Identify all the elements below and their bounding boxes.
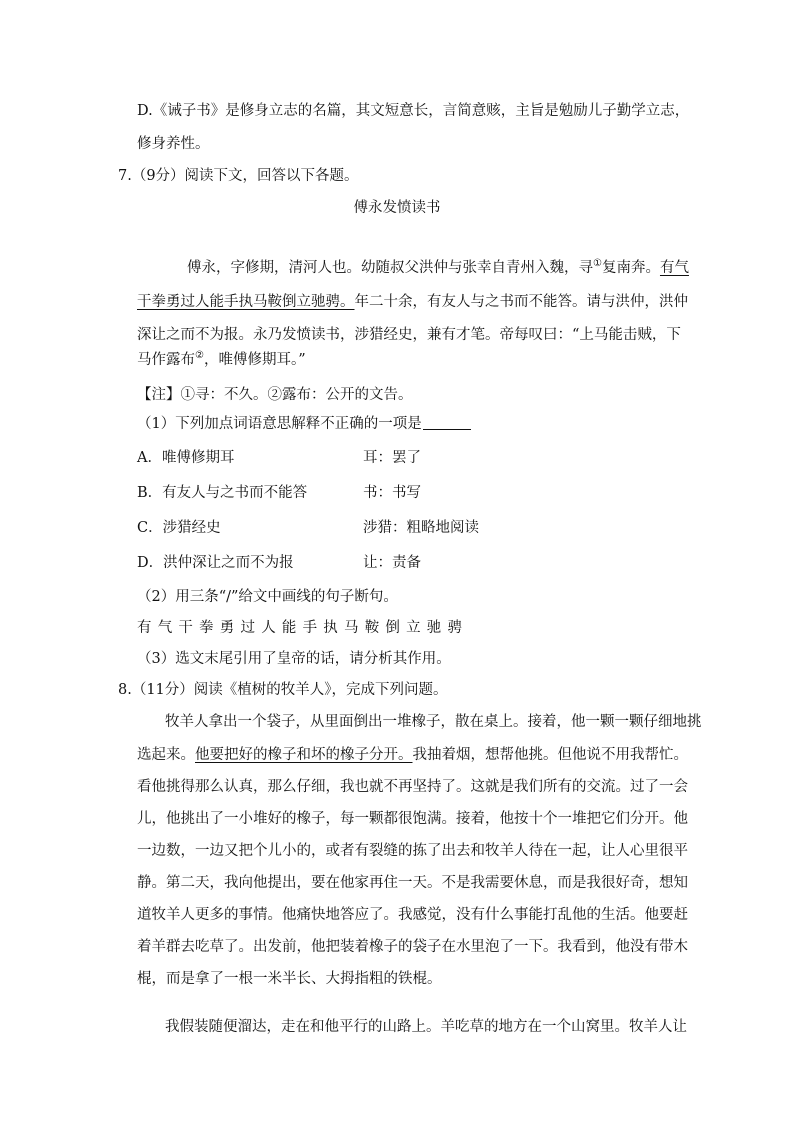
note-2-mark: ② bbox=[195, 350, 204, 361]
q8-underlined-sentence: 他要把好的橡子和坏的橡子分开。 bbox=[195, 747, 413, 763]
q7-sub1: （1）下列加点词语意思解释不正确的一项是 bbox=[137, 414, 471, 434]
q7-sub3: （3）选文末尾引用了皇帝的话，请分析其作用。 bbox=[137, 651, 451, 667]
q7-passage-line2: 干拳勇过人能手执马鞍倒立驰骋。年二十余，有友人与之书而不能答。请与洪仲，洪仲 bbox=[137, 294, 688, 310]
q7-option-c-meaning: 涉猎：粗略地阅读 bbox=[363, 520, 479, 536]
q7-option-a: A．唯傅修期耳 bbox=[137, 450, 235, 466]
q6-option-d-line2: 修身养性。 bbox=[137, 136, 210, 152]
q8-p1-line3: 看他挑得那么认真，那么仔细，我也就不再坚持了。这就是我们所有的交流。过了一会 bbox=[137, 779, 688, 795]
q7-option-b-meaning: 书：书写 bbox=[363, 485, 421, 501]
q7-option-d-meaning: 让：责备 bbox=[363, 555, 421, 571]
answer-blank[interactable] bbox=[423, 415, 471, 430]
q7-option-c: C．涉猎经史 bbox=[137, 520, 221, 536]
q8-p1-line7: 道牧羊人更多的事情。他痛快地答应了。我感觉，没有什么事能打乱他的生活。他要赶 bbox=[137, 907, 688, 923]
q8-p1-line6: 静。第二天，我向他提出，要在他家再住一天。不是我需要休息，而是我很好奇，想知 bbox=[137, 875, 688, 891]
q7-notes: 【注】①寻：不久。②露布：公开的文告。 bbox=[137, 387, 413, 403]
q8-p1-line9: 棍，而是拿了一根一米半长、大拇指粗的铁棍。 bbox=[137, 971, 442, 987]
q6-option-d-line1: D.《诫子书》是修身立志的名篇，其文短意长，言简意赅，主旨是勉励儿子勤学立志， bbox=[137, 103, 690, 119]
q8-p2-line1: 我假装随便溜达，走在和他平行的山路上。羊吃草的地方在一个山窝里。牧羊人让 bbox=[165, 1019, 687, 1035]
q8-p1-line2: 选起来。他要把好的橡子和坏的橡子分开。我抽着烟，想帮他挑。但他说不用我帮忙。 bbox=[137, 747, 688, 763]
q7-option-b: B．有友人与之书而不能答 bbox=[137, 485, 308, 501]
q8-p1-line4: 儿，他挑出了一小堆好的橡子，每一颗都很饱满。接着，他按十个一堆把它们分开。他 bbox=[137, 811, 688, 827]
q8-p1-line5: 一边数，一边又把个儿小的，或者有裂缝的拣了出去和牧羊人待在一起，让人心里很平 bbox=[137, 843, 688, 859]
q7-option-d: D．洪仲深让之而不为报 bbox=[137, 555, 294, 571]
q8-header: 8.（11分）阅读《植树的牧羊人》，完成下列问题。 bbox=[118, 682, 448, 698]
q8-p1-line8: 着羊群去吃草了。出发前，他把装着橡子的袋子在水里泡了一下。我看到，他没有带木 bbox=[137, 939, 688, 955]
note-1-mark: ① bbox=[593, 258, 602, 269]
q8-p1-line1: 牧羊人拿出一个袋子，从里面倒出一堆橡子，散在桌上。接着，他一颗一颗仔细地挑 bbox=[165, 714, 702, 730]
q7-header: 7.（9分）阅读下文，回答以下各题。 bbox=[118, 168, 359, 184]
underlined-sentence-part1: 有气 bbox=[659, 260, 689, 276]
q7-passage-line1: 傅永，字修期，清河人也。幼随叔父洪仲与张幸自青州入魏，寻①复南奔。有气 bbox=[187, 258, 689, 276]
q7-option-a-meaning: 耳：罢了 bbox=[363, 450, 421, 466]
q7-passage-line3: 深让之而不为报。永乃发愤读书，涉猎经史，兼有才笔。帝每叹曰：“上马能击贼，下 bbox=[137, 327, 681, 343]
q7-sentence-to-segment: 有气干拳勇过人能手执马鞍倒立驰骋 bbox=[137, 620, 469, 636]
q7-passage-title: 傅永发愤读书 bbox=[353, 200, 441, 216]
q7-passage-line4: 马作露布②，唯傅修期耳。” bbox=[137, 350, 306, 368]
underlined-sentence-part2: 干拳勇过人能手执马鞍倒立驰骋。 bbox=[137, 294, 355, 310]
q7-sub2: （2）用三条“/”给文中画线的句子断句。 bbox=[137, 589, 398, 605]
